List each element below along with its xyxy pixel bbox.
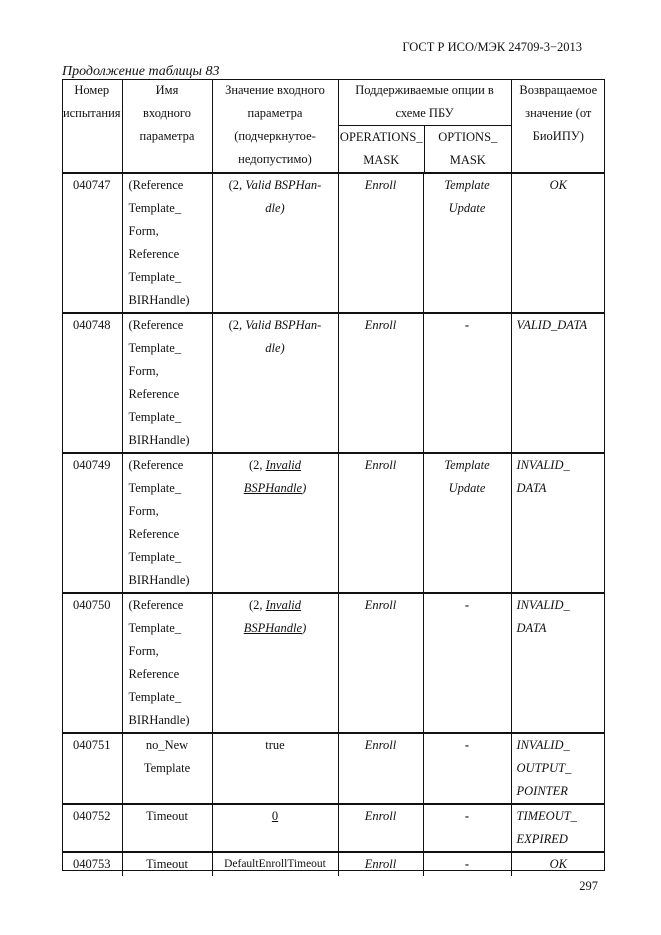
cell-options: -	[423, 313, 511, 453]
cell-param-name: (Reference Template_ Form, Reference Template_ BIRHandle)	[122, 173, 212, 313]
cell-test-number: 040748	[62, 313, 122, 453]
test-table	[62, 79, 605, 876]
table-row	[62, 313, 605, 453]
cell-options: Template Update	[423, 173, 511, 313]
cell-return-value: VALID_DATA	[511, 313, 605, 453]
table-header-row	[62, 79, 605, 173]
cell-param-name: (Reference Template_ Form, Reference Template_ BIRHandle)	[122, 453, 212, 593]
table-row	[62, 733, 605, 804]
cell-operations: Enroll	[338, 313, 423, 453]
cell-param-value: (2, Valid BSPHan- dle)	[212, 313, 338, 453]
table-continuation-caption: Продолжение таблицы 83	[62, 64, 220, 79]
cell-test-number: 040749	[62, 453, 122, 593]
cell-param-value: (2, Valid BSPHan- dle)	[212, 173, 338, 313]
cell-param-value: (2, Invalid BSPHandle)	[212, 593, 338, 733]
cell-test-number: 040747	[62, 173, 122, 313]
cell-operations: Enroll	[338, 593, 423, 733]
cell-options: -	[423, 593, 511, 733]
cell-param-value: true	[212, 733, 338, 804]
cell-param-name: Timeout	[122, 804, 212, 852]
table-row	[62, 852, 605, 876]
header-operations-mask: OPERATIONS_ MASK	[339, 130, 423, 167]
cell-test-number: 040750	[62, 593, 122, 733]
cell-param-value: (2, Invalid BSPHandle)	[212, 453, 338, 593]
cell-options: -	[423, 852, 511, 876]
cell-return-value: OK	[511, 173, 605, 313]
table-row	[62, 593, 605, 733]
cell-param-name: (Reference Template_ Form, Reference Template_ BIRHandle)	[122, 313, 212, 453]
header-param-name: Имя входного параметра	[122, 79, 212, 173]
table-row	[62, 453, 605, 593]
cell-return-value: INVALID_ OUTPUT_ POINTER	[511, 733, 605, 804]
cell-operations: Enroll	[338, 804, 423, 852]
cell-param-name: no_New Template	[122, 733, 212, 804]
cell-options: -	[423, 804, 511, 852]
cell-operations: Enroll	[338, 453, 423, 593]
cell-test-number: 040752	[62, 804, 122, 852]
table-row	[62, 804, 605, 852]
cell-operations: Enroll	[338, 173, 423, 313]
cell-options: Template Update	[423, 453, 511, 593]
standard-code: ГОСТ Р ИСО/МЭК 24709-3−2013	[402, 40, 582, 54]
page-number: 297	[579, 879, 598, 893]
cell-param-value: DefaultEnrollTimeout	[212, 852, 338, 876]
cell-test-number: 040753	[73, 857, 111, 871]
header-param-value: Значение входного параметра (подчеркнутое- недопустимо)	[212, 79, 338, 173]
cell-options: -	[423, 733, 511, 804]
header-supported-options: Поддерживаемые опции в схеме ПБУ OPERATIONS_ MASK OPTIONS_ MASK	[338, 79, 511, 173]
cell-return-value: INVALID_ DATA	[511, 453, 605, 593]
cell-operations: Enroll	[338, 852, 423, 876]
cell-param-name: Timeout	[122, 852, 212, 876]
cell-param-value: 0	[212, 804, 338, 852]
cell-return-value: TIMEOUT_ EXPIRED	[511, 804, 605, 852]
cell-return-value: OK	[511, 852, 605, 876]
cell-operations: Enroll	[338, 733, 423, 804]
header-return-value: Возвращаемое значение (от БиоИПУ)	[511, 79, 605, 173]
cell-return-value: INVALID_ DATA	[511, 593, 605, 733]
cell-param-name: (Reference Template_ Form, Reference Template_ BIRHandle)	[122, 593, 212, 733]
header-test-number: Номер испытания	[62, 79, 122, 173]
table-row	[62, 173, 605, 313]
header-options-mask: OPTIONS_ MASK	[424, 126, 511, 172]
cell-test-number: 040751	[62, 733, 122, 804]
